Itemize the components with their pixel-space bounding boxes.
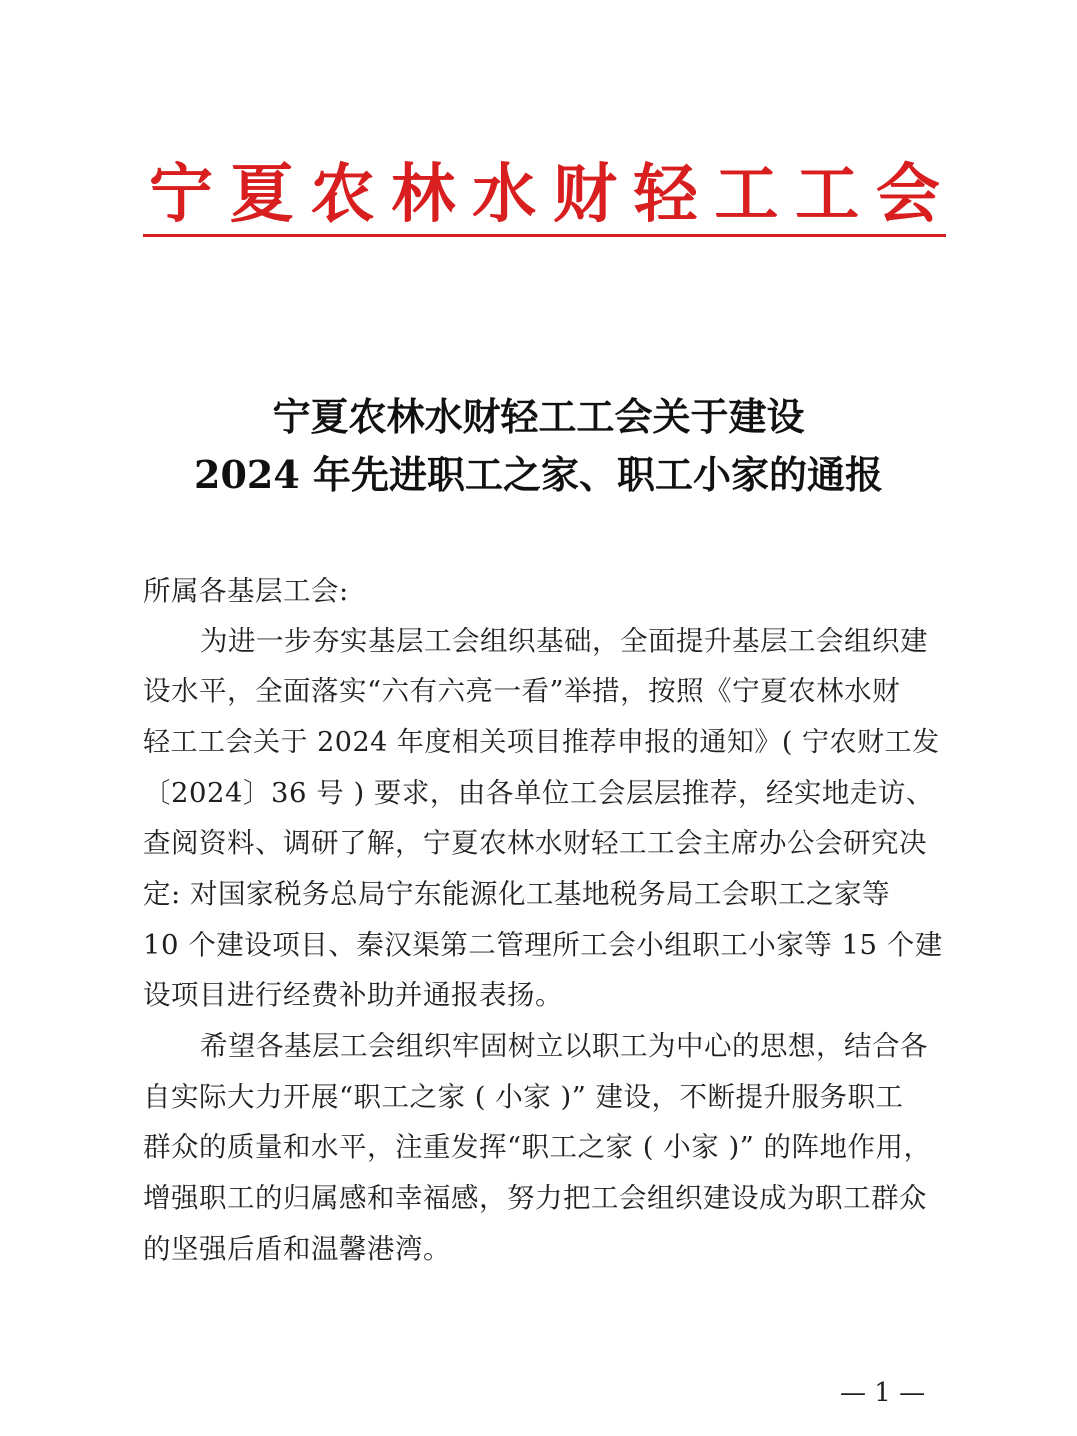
page-number: — 1 — [840,1378,926,1408]
paragraph-2-line: 群众的质量和水平，注重发挥“职工之家 ( 小家 )” 的阵地作用， [143,1131,932,1163]
letterhead-char: 林 [391,157,456,232]
letterhead-char: 轻 [633,157,698,232]
letterhead-divider [143,234,946,237]
document-title-line-2: 2024 年先进职工之家、职工小家的通报 [194,452,883,497]
letterhead [143,157,946,232]
paragraph-1-line: 轻工工会关于 2024 年度相关项目推荐申报的通知》( 宁农财工发 [143,727,940,758]
paragraph-2-line: 希望各基层工会组织牢固树立以职工为中心的思想，结合各 [200,1030,928,1062]
letterhead-char: 农 [310,157,375,232]
letterhead-char: 财 [552,157,617,232]
paragraph-1-line: 定: 对国家税务总局宁东能源化工基地税务局工会职工之家等 [143,878,891,910]
paragraph-2-line: 的坚强后盾和温馨港湾。 [143,1233,451,1265]
letterhead-char: 夏 [229,157,294,232]
paragraph-1-line: 为进一步夯实基层工会组织基础，全面提升基层工会组织建 [200,625,928,657]
paragraph-1-line: 查阅资料、调研了解，宁夏农林水财轻工工会主席办公会研究决 [143,827,927,859]
paragraph-1-line: 〔2024〕36 号 ) 要求，由各单位工会层层推荐，经实地走访、 [143,777,934,809]
paragraph-2-line: 增强职工的归属感和幸福感，努力把工会组织建设成为职工群众 [143,1182,927,1214]
paragraph-2-line: 自实际大力开展“职工之家 ( 小家 )” 建设，不断提升服务职工 [143,1081,904,1113]
letterhead-char: 工 [795,157,860,232]
letterhead-char: 宁 [149,157,213,232]
paragraph-1-line: 10 个建设项目、秦汉渠第二管理所工会小组职工小家等 15 个建 [143,929,943,961]
salutation: 所属各基层工会: [143,575,349,607]
paragraph-1-line: 设项目进行经费补助并通报表扬。 [143,979,563,1011]
letterhead-char: 会 [875,157,940,232]
document-title-line-1: 宁夏农林水财轻工工会关于建设 [272,394,805,439]
paragraph-1-line: 设水平，全面落实“六有六亮一看”举措，按照《宁夏农林水财 [143,675,901,707]
letterhead-char: 工 [714,157,779,232]
letterhead-char: 水 [472,157,537,232]
